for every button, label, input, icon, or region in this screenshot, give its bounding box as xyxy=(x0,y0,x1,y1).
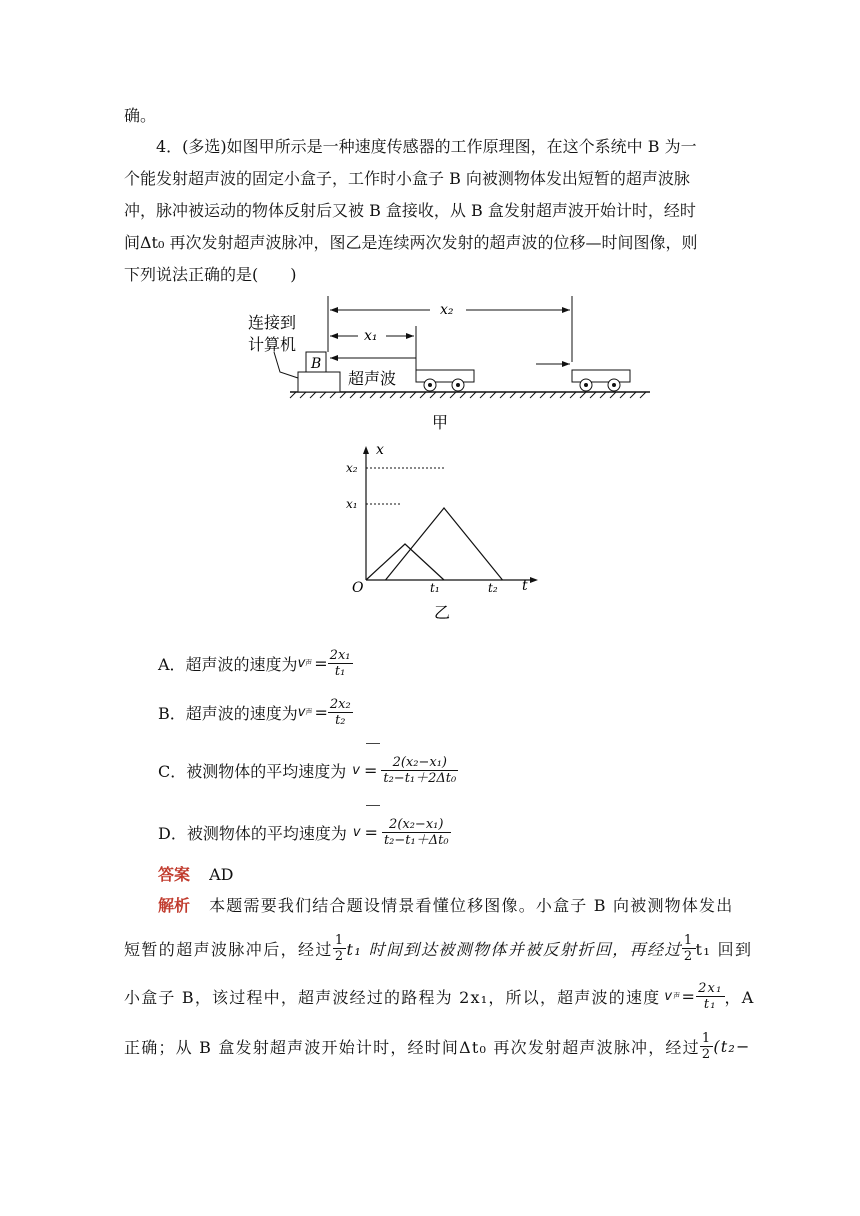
overline xyxy=(366,805,380,806)
analysis-text: t₁ 回到 xyxy=(695,939,753,959)
question-line: 个能发射超声波的固定小盒子，工作时小盒子 B 向被测物体发出短暂的超声波脉 xyxy=(124,169,690,188)
connect-label: 计算机 xyxy=(248,335,297,354)
y-axis-label: x xyxy=(376,442,384,458)
question-line: 下列说法正确的是( ) xyxy=(124,265,297,284)
question-line: 间Δt₀ 再次发射超声波脉冲，图乙是连续两次发射的超声波的位移—时间图像，则 xyxy=(124,233,698,252)
x-axis-arrow xyxy=(530,577,538,583)
analysis-text: t₁ 时间到达被测物体并被反射折回，再经过 xyxy=(346,939,682,959)
x-tick-label: t₁ xyxy=(430,581,440,595)
arrowhead xyxy=(330,333,338,339)
arrowhead xyxy=(562,361,570,367)
v-subscript: 声 xyxy=(305,659,313,667)
half-fraction: $\frac{1}{2}$ xyxy=(334,932,345,964)
answer-label: 答案 xyxy=(158,865,191,884)
option-b-fraction: $\frac{\text{2x₂}}{\text{t₂}}$ xyxy=(329,696,351,728)
answer-row xyxy=(158,862,234,885)
analysis-line-3 xyxy=(124,976,754,1016)
answer-value: AD xyxy=(209,865,234,884)
text-fragment: 确。 xyxy=(124,106,157,125)
y-tick-label: x₂ xyxy=(346,461,358,475)
analysis-text: 本题需要我们结合题设情景看懂位移图像。小盒子 B 向被测物体发出 xyxy=(209,896,734,915)
origin-label: O xyxy=(352,580,364,596)
option-b-text: B．超声波的速度为 xyxy=(158,703,298,723)
analysis-text: (t₂− xyxy=(713,1036,751,1056)
option-a-text: A．超声波的速度为 xyxy=(158,654,298,674)
analysis-text: 短暂的超声波脉冲后，经过 xyxy=(124,939,333,959)
box-b-label: B xyxy=(311,356,322,372)
equals-sign: = xyxy=(364,822,378,842)
equals-sign: = xyxy=(314,653,328,673)
v-symbol: v xyxy=(352,762,360,778)
overline xyxy=(366,743,380,744)
analysis-line-4 xyxy=(124,1026,751,1066)
x1-label: x₁ xyxy=(364,328,378,344)
v-symbol: v xyxy=(297,655,306,671)
connect-wire xyxy=(274,352,298,378)
option-c-text: C．被测物体的平均速度为 xyxy=(158,761,347,781)
figure-jia xyxy=(240,290,660,436)
arrowhead xyxy=(330,307,338,313)
v-symbol: v xyxy=(297,704,306,720)
analysis-label: 解析 xyxy=(158,896,191,915)
v-subscript: 声 xyxy=(305,708,313,716)
option-a[interactable] xyxy=(158,643,353,683)
analysis-line-2 xyxy=(124,928,752,968)
pulse-1-line xyxy=(366,544,444,580)
arrowhead xyxy=(562,307,570,313)
base-block xyxy=(298,372,340,392)
y-axis-arrow xyxy=(363,446,369,454)
equals-sign: = xyxy=(314,702,328,722)
option-d-fraction: $\frac{\text{2(x₂−x₁)}}{\text{t₂−t₁＋Δt₀}}$ xyxy=(383,816,449,848)
y-tick-label: x₁ xyxy=(346,497,358,511)
option-d-text: D．被测物体的平均速度为 xyxy=(158,823,347,843)
analysis-text: 正确；从 B 盒发射超声波开始计时，经时间Δt₀ 再次发射超声波脉冲，经过 xyxy=(124,1037,700,1057)
figure-caption: 甲 xyxy=(432,413,449,432)
arrowhead xyxy=(406,333,414,339)
v-symbol: v xyxy=(664,988,674,1004)
cart-2 xyxy=(572,370,630,382)
analysis-text: ，A xyxy=(724,987,755,1007)
v-symbol: v xyxy=(352,824,361,840)
analysis-text: 小盒子 B，该过程中，超声波经过的路程为 2x₁，所以，超声波的速度 xyxy=(124,987,661,1007)
option-d[interactable] xyxy=(158,812,451,852)
cart-1 xyxy=(416,370,474,382)
arrowhead xyxy=(330,355,338,361)
half-fraction: $\frac{1}{2}$ xyxy=(701,1030,712,1062)
option-a-fraction: $\frac{\text{2x₁}}{\text{t₁}}$ xyxy=(329,647,351,679)
wave-label: 超声波 xyxy=(348,369,397,388)
x2-label: x₂ xyxy=(440,302,454,318)
analysis-line-1 xyxy=(158,893,733,916)
ground-hatch xyxy=(290,392,646,398)
figure-yi xyxy=(330,440,560,624)
connect-label: 连接到 xyxy=(248,313,297,332)
figure-caption: 乙 xyxy=(434,603,451,622)
equals-sign: = xyxy=(363,760,378,780)
option-c[interactable] xyxy=(158,750,458,790)
question-stem xyxy=(124,131,739,291)
option-b[interactable] xyxy=(158,692,353,732)
pulse-2-line xyxy=(386,508,503,580)
question-line: 冲，脉冲被运动的物体反射后又被 B 盒接收，从 B 盒发射超声波开始计时，经时 xyxy=(124,201,696,220)
x-tick-label: t₂ xyxy=(488,581,498,595)
equals-sign: = xyxy=(681,986,697,1006)
analysis-fraction: $\frac{\text{2x₁}}{\text{t₁}}$ xyxy=(698,980,723,1012)
half-fraction: $\frac{1}{2}$ xyxy=(683,932,694,964)
v-subscript: 声 xyxy=(673,992,682,1000)
question-line: 4．(多选)如图甲所示是一种速度传感器的工作原理图，在这个系统中 B 为一 xyxy=(156,137,697,156)
option-c-fraction: $\frac{\text{2(x₂−x₁)}}{\text{t₂−t₁＋2Δt₀}}$ xyxy=(383,754,457,786)
x-axis-label: t xyxy=(522,578,528,594)
